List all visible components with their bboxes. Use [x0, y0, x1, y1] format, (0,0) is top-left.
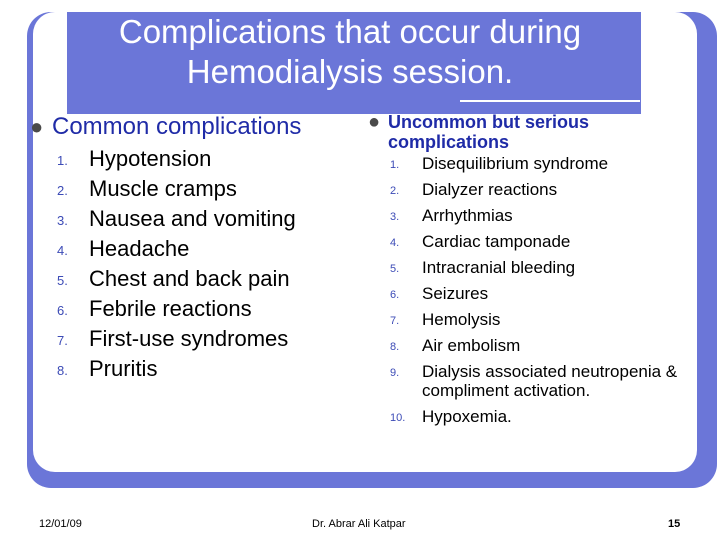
list-item [30, 264, 350, 294]
uncommon-complications-heading [368, 112, 678, 152]
list-item [30, 354, 350, 384]
item-number: 4. [57, 243, 68, 258]
footer-date: 12/01/09 [39, 518, 82, 530]
item-text: Seizures [422, 284, 489, 303]
list-item [30, 204, 350, 234]
list-item [368, 310, 678, 329]
item-text: Arrhythmias [422, 206, 513, 225]
common-complications-list [30, 144, 350, 384]
item-number: 5. [390, 263, 400, 275]
item-text: Dialyzer reactions [422, 180, 558, 199]
list-item [30, 174, 350, 204]
item-number: 9. [390, 367, 400, 379]
item-text: Dialysis associated neutropenia & compliment activation. [422, 362, 678, 400]
item-number: 2. [57, 183, 68, 198]
item-number: 6. [57, 303, 68, 318]
list-item [368, 336, 678, 355]
item-text: First-use syndromes [89, 326, 289, 351]
item-text: Air embolism [422, 336, 521, 355]
list-item [30, 234, 350, 264]
item-text: Cardiac tamponade [422, 232, 571, 251]
item-text: Hemolysis [422, 310, 501, 329]
item-number: 7. [390, 315, 400, 327]
item-number: 1. [390, 159, 400, 171]
footer-author: Dr. Abrar Ali Katpar [312, 518, 406, 530]
item-number: 3. [57, 213, 68, 228]
list-item [368, 154, 678, 173]
item-number: 6. [390, 289, 400, 301]
common-complications-heading [30, 112, 350, 142]
item-text: Nausea and vomiting [89, 206, 296, 231]
list-item [368, 206, 678, 225]
slide-title [60, 12, 640, 92]
list-item [368, 180, 678, 199]
uncommon-complications-list [368, 154, 678, 426]
list-item [30, 324, 350, 354]
list-item [30, 294, 350, 324]
list-item [368, 258, 678, 277]
uncommon-complications-column [368, 112, 678, 433]
list-item [368, 232, 678, 251]
item-number: 10. [390, 412, 406, 424]
item-number: 7. [57, 333, 68, 348]
item-text: Muscle cramps [89, 176, 237, 201]
item-number: 8. [390, 341, 400, 353]
item-text: Disequilibrium syndrome [422, 154, 609, 173]
title-underline [460, 100, 640, 102]
list-item [368, 362, 678, 400]
item-text: Hypotension [89, 146, 212, 171]
common-complications-column [30, 112, 350, 384]
list-item [30, 144, 350, 174]
heading-text: Uncommon but serious complications [388, 112, 590, 152]
list-item [368, 284, 678, 303]
title-line-2: Hemodialysis session. [186, 53, 514, 90]
item-number: 5. [57, 273, 68, 288]
heading-text: Common complications [52, 113, 302, 140]
item-text: Chest and back pain [89, 266, 290, 291]
item-number: 2. [390, 185, 400, 197]
item-text: Pruritis [89, 356, 158, 381]
item-number: 3. [390, 211, 400, 223]
bullet-icon: ● [368, 111, 381, 133]
slide-number: 15 [668, 518, 681, 530]
item-number: 4. [390, 237, 400, 249]
item-text: Febrile reactions [89, 296, 252, 321]
item-text: Headache [89, 236, 190, 261]
title-line-1: Complications that occur during [118, 13, 582, 50]
bullet-icon: ● [30, 114, 44, 139]
item-number: 1. [57, 153, 68, 168]
item-text: Intracranial bleeding [422, 258, 576, 277]
list-item [368, 407, 678, 426]
item-text: Hypoxemia. [422, 407, 512, 426]
item-number: 8. [57, 363, 68, 378]
